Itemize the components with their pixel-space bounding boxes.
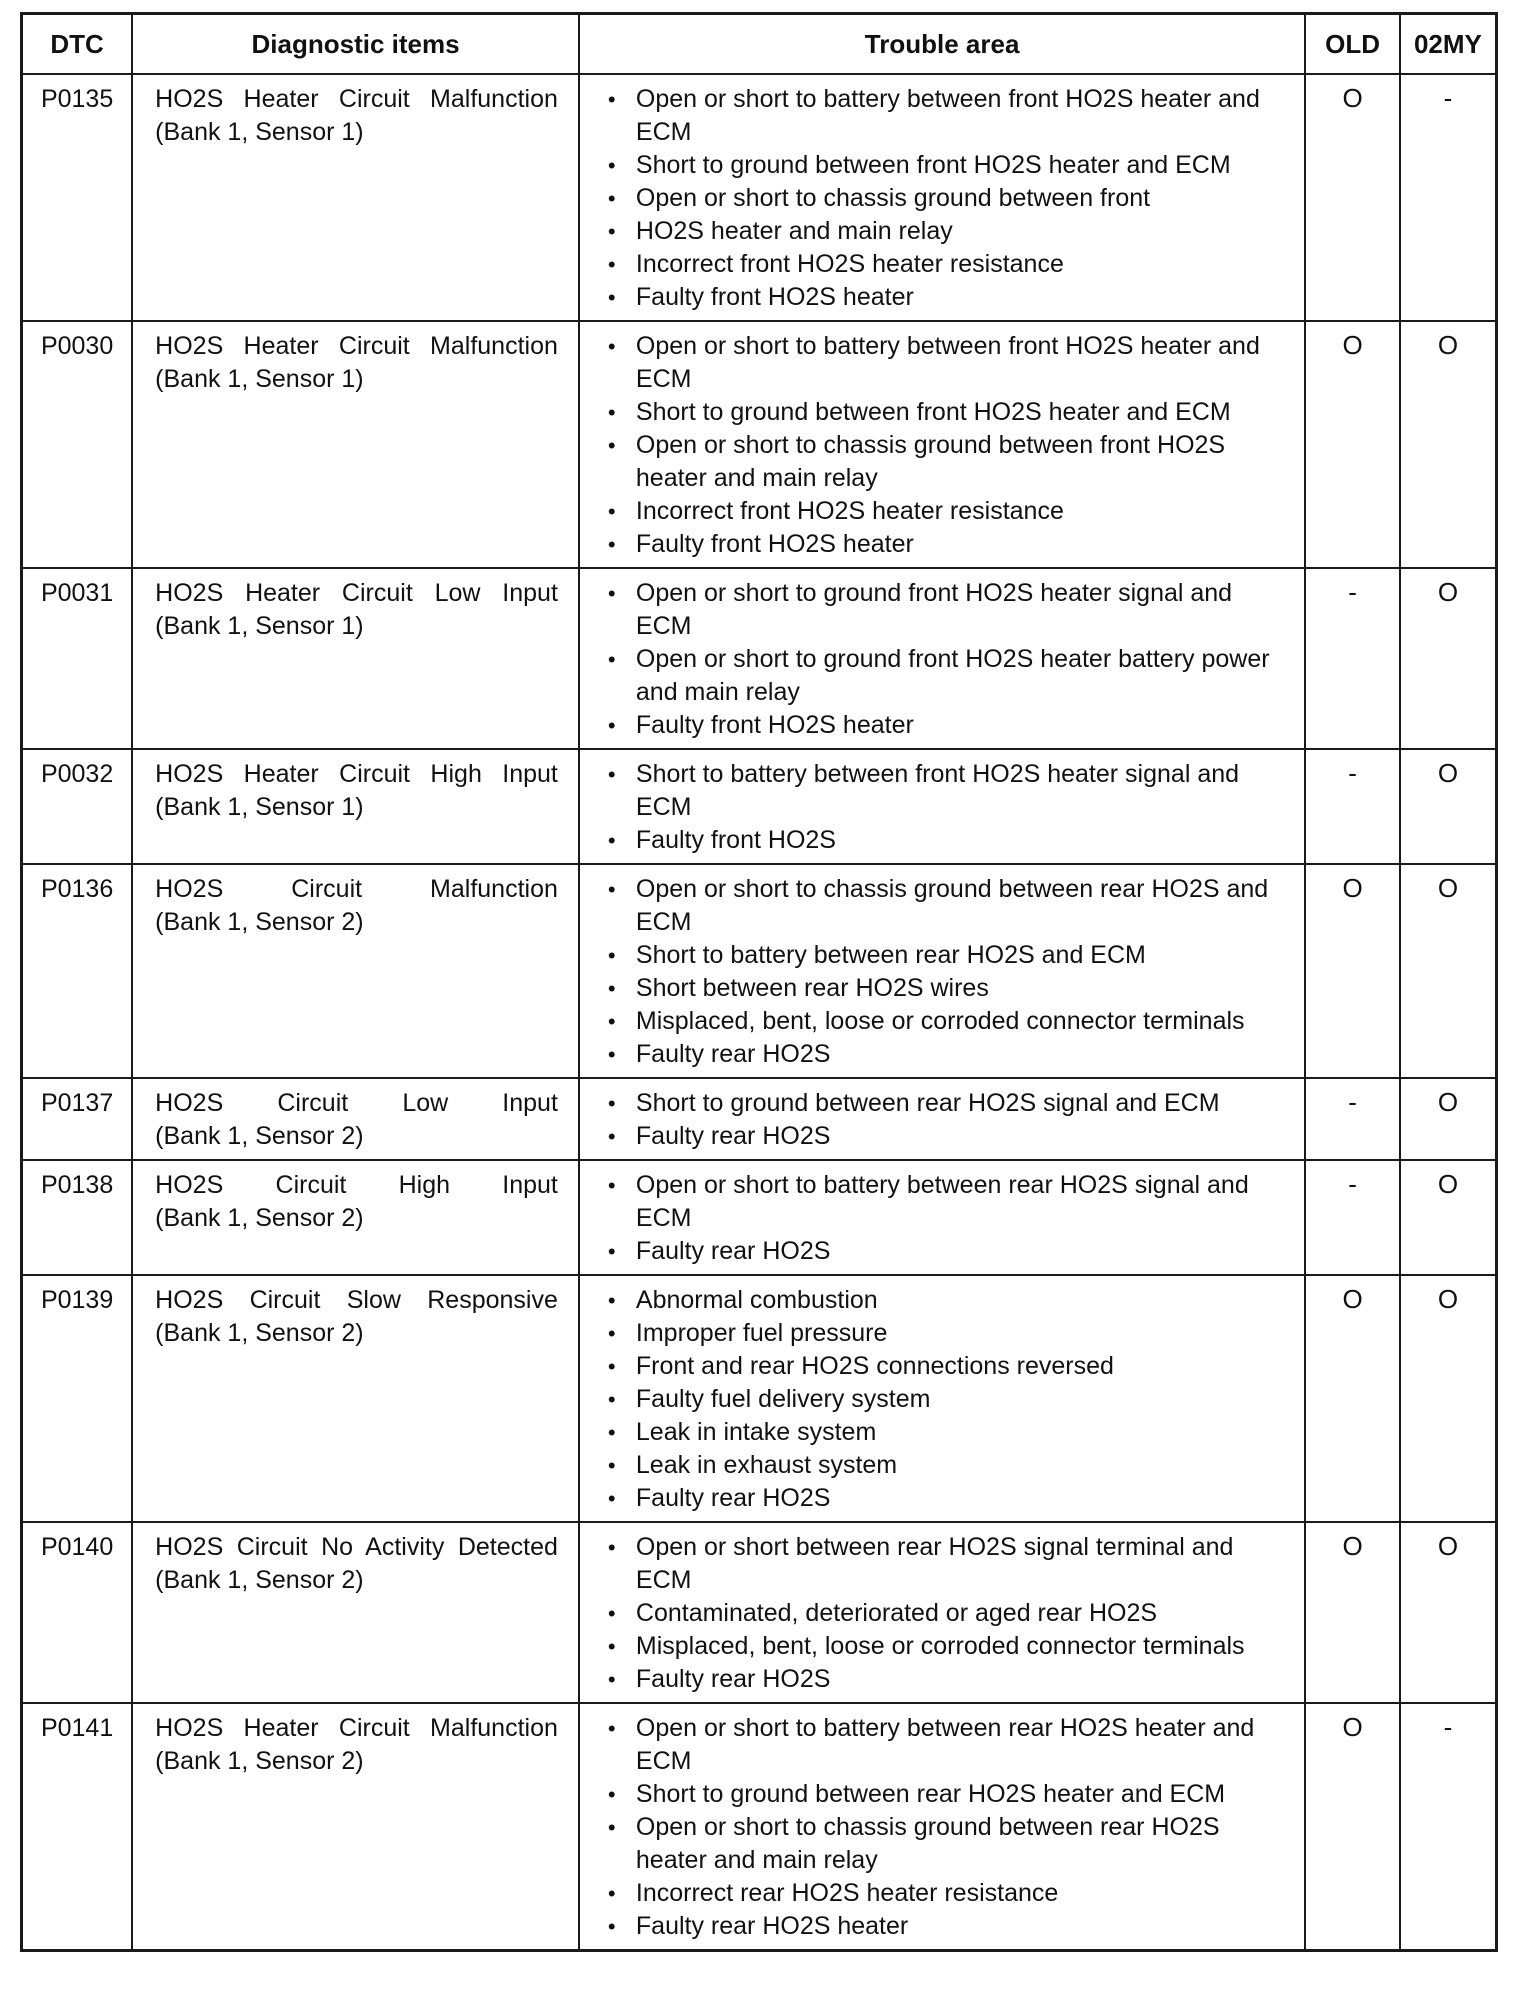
- trouble-item: • Open or short to ground front HO2S heater signal and ECM: [604, 577, 1286, 643]
- trouble-item: • Faulty rear HO2S: [604, 1663, 1286, 1696]
- trouble-list: [604, 1169, 1286, 1268]
- trouble-area: [579, 749, 1305, 864]
- trouble-item: • Open or short to battery between front HO2S heater and ECM: [604, 83, 1286, 149]
- diagnostic-item-line: (Bank 1, Sensor 2): [155, 1319, 364, 1347]
- diagnostic-item: [132, 568, 579, 749]
- dtc-code: P0137: [22, 1078, 133, 1160]
- trouble-item: • Open or short to chassis ground between front: [604, 182, 1286, 215]
- trouble-item: • Faulty front HO2S heater: [604, 709, 1286, 742]
- old-mark: O: [1305, 74, 1400, 321]
- dtc-code: P0140: [22, 1522, 133, 1703]
- diagnostic-item: [132, 749, 579, 864]
- trouble-item: • Faulty rear HO2S: [604, 1038, 1286, 1071]
- diagnostic-item-line: HO2S Heater Circuit Low Input: [155, 579, 558, 607]
- 02my-mark: O: [1400, 864, 1497, 1078]
- old-mark: O: [1305, 864, 1400, 1078]
- trouble-list: [604, 83, 1286, 314]
- trouble-item: • Open or short between rear HO2S signal terminal and ECM: [604, 1531, 1286, 1597]
- trouble-list: [604, 1087, 1286, 1153]
- header-old: OLD: [1305, 14, 1400, 75]
- trouble-item: • Short to ground between rear HO2S heater and ECM: [604, 1778, 1286, 1811]
- 02my-mark: O: [1400, 321, 1497, 568]
- 02my-mark: O: [1400, 1160, 1497, 1275]
- diagnostic-item: [132, 321, 579, 568]
- trouble-item: • Open or short to chassis ground between rear HO2S heater and main relay: [604, 1811, 1286, 1877]
- table-row: [22, 749, 1497, 864]
- diagnostic-item-line: (Bank 1, Sensor 2): [155, 1566, 364, 1594]
- diagnostic-item-line: (Bank 1, Sensor 2): [155, 908, 364, 936]
- dtc-table: [20, 12, 1498, 1952]
- old-mark: O: [1305, 321, 1400, 568]
- table-row: [22, 1703, 1497, 1951]
- trouble-item: • Incorrect rear HO2S heater resistance: [604, 1877, 1286, 1910]
- diagnostic-item-line: HO2S Circuit No Activity Detected: [155, 1533, 558, 1561]
- trouble-area: [579, 1275, 1305, 1522]
- trouble-list: [604, 577, 1286, 742]
- table-row: [22, 1078, 1497, 1160]
- trouble-area: [579, 1078, 1305, 1160]
- trouble-area: [579, 568, 1305, 749]
- diagnostic-item-line: HO2S Circuit Slow Responsive: [155, 1286, 558, 1314]
- trouble-item: • Open or short to battery between front HO2S heater and ECM: [604, 330, 1286, 396]
- table-row: [22, 1522, 1497, 1703]
- trouble-item: • Open or short to chassis ground between front HO2S heater and main relay: [604, 429, 1286, 495]
- dtc-code: P0135: [22, 74, 133, 321]
- trouble-area: [579, 1522, 1305, 1703]
- trouble-item: • Improper fuel pressure: [604, 1317, 1286, 1350]
- trouble-item: • Faulty front HO2S: [604, 824, 1286, 857]
- trouble-item: • Open or short to chassis ground between rear HO2S and ECM: [604, 873, 1286, 939]
- trouble-item: • Faulty front HO2S heater: [604, 528, 1286, 561]
- trouble-item: • Leak in exhaust system: [604, 1449, 1286, 1482]
- old-mark: -: [1305, 1160, 1400, 1275]
- trouble-area: [579, 1160, 1305, 1275]
- diagnostic-item-line: (Bank 1, Sensor 2): [155, 1204, 364, 1232]
- table-row: [22, 74, 1497, 321]
- header-dtc: DTC: [22, 14, 133, 75]
- 02my-mark: -: [1400, 74, 1497, 321]
- trouble-item: • Open or short to battery between rear HO2S heater and ECM: [604, 1712, 1286, 1778]
- trouble-item: • Faulty rear HO2S: [604, 1235, 1286, 1268]
- diagnostic-item: [132, 1522, 579, 1703]
- trouble-item: • Short between rear HO2S wires: [604, 972, 1286, 1005]
- trouble-item: • Faulty rear HO2S: [604, 1482, 1286, 1515]
- 02my-mark: O: [1400, 749, 1497, 864]
- diagnostic-item-line: (Bank 1, Sensor 1): [155, 612, 364, 640]
- trouble-item: • Incorrect front HO2S heater resistance: [604, 495, 1286, 528]
- diagnostic-item-line: HO2S Circuit Malfunction: [155, 875, 558, 903]
- trouble-area: [579, 74, 1305, 321]
- 02my-mark: O: [1400, 1522, 1497, 1703]
- trouble-list: [604, 873, 1286, 1071]
- dtc-code: P0030: [22, 321, 133, 568]
- diagnostic-item-line: (Bank 1, Sensor 2): [155, 1122, 364, 1150]
- old-mark: -: [1305, 749, 1400, 864]
- table-body: [22, 74, 1497, 1951]
- diagnostic-item: [132, 1160, 579, 1275]
- diagnostic-item-line: (Bank 1, Sensor 1): [155, 365, 364, 393]
- dtc-code: P0141: [22, 1703, 133, 1951]
- trouble-list: [604, 330, 1286, 561]
- trouble-item: • Misplaced, bent, loose or corroded connector terminals: [604, 1005, 1286, 1038]
- table-row: [22, 1160, 1497, 1275]
- 02my-mark: -: [1400, 1703, 1497, 1951]
- trouble-area: [579, 1703, 1305, 1951]
- 02my-mark: O: [1400, 568, 1497, 749]
- trouble-item: • Contaminated, deteriorated or aged rear HO2S: [604, 1597, 1286, 1630]
- trouble-item: • Open or short to ground front HO2S heater battery power and main relay: [604, 643, 1286, 709]
- diagnostic-item-line: HO2S Heater Circuit Malfunction: [155, 332, 558, 360]
- old-mark: O: [1305, 1275, 1400, 1522]
- header-row: [22, 14, 1497, 75]
- trouble-item: • Faulty front HO2S heater: [604, 281, 1286, 314]
- dtc-code: P0136: [22, 864, 133, 1078]
- diagnostic-item-line: HO2S Circuit Low Input: [155, 1089, 558, 1117]
- trouble-area: [579, 321, 1305, 568]
- dtc-code: P0031: [22, 568, 133, 749]
- old-mark: O: [1305, 1522, 1400, 1703]
- trouble-area: [579, 864, 1305, 1078]
- table-row: [22, 321, 1497, 568]
- header-trouble-area: Trouble area: [579, 14, 1305, 75]
- trouble-list: [604, 1531, 1286, 1696]
- header-diagnostic-items: Diagnostic items: [132, 14, 579, 75]
- trouble-item: • Faulty fuel delivery system: [604, 1383, 1286, 1416]
- diagnostic-item: [132, 1275, 579, 1522]
- diagnostic-item: [132, 1703, 579, 1951]
- table-row: [22, 568, 1497, 749]
- table-row: [22, 1275, 1497, 1522]
- trouble-item: • Front and rear HO2S connections reversed: [604, 1350, 1286, 1383]
- old-mark: O: [1305, 1703, 1400, 1951]
- 02my-mark: O: [1400, 1078, 1497, 1160]
- trouble-item: • Short to battery between rear HO2S and ECM: [604, 939, 1286, 972]
- trouble-item: • Leak in intake system: [604, 1416, 1286, 1449]
- diagnostic-item-line: HO2S Heater Circuit Malfunction: [155, 85, 558, 113]
- table-row: [22, 864, 1497, 1078]
- trouble-item: • Faulty rear HO2S: [604, 1120, 1286, 1153]
- dtc-code: P0032: [22, 749, 133, 864]
- header-02my: 02MY: [1400, 14, 1497, 75]
- trouble-item: • Short to ground between front HO2S heater and ECM: [604, 396, 1286, 429]
- old-mark: -: [1305, 568, 1400, 749]
- diagnostic-item: [132, 1078, 579, 1160]
- trouble-item: • Short to ground between rear HO2S signal and ECM: [604, 1087, 1286, 1120]
- diagnostic-item-line: HO2S Heater Circuit Malfunction: [155, 1714, 558, 1742]
- diagnostic-item: [132, 864, 579, 1078]
- trouble-item: • Short to battery between front HO2S heater signal and ECM: [604, 758, 1286, 824]
- old-mark: -: [1305, 1078, 1400, 1160]
- diagnostic-item: [132, 74, 579, 321]
- trouble-item: • Incorrect front HO2S heater resistance: [604, 248, 1286, 281]
- diagnostic-item-line: (Bank 1, Sensor 1): [155, 118, 364, 146]
- diagnostic-item-line: HO2S Circuit High Input: [155, 1171, 558, 1199]
- trouble-item: • Faulty rear HO2S heater: [604, 1910, 1286, 1943]
- dtc-code: P0139: [22, 1275, 133, 1522]
- diagnostic-item-line: HO2S Heater Circuit High Input: [155, 760, 558, 788]
- diagnostic-item-line: (Bank 1, Sensor 1): [155, 793, 364, 821]
- trouble-item: • Abnormal combustion: [604, 1284, 1286, 1317]
- trouble-list: [604, 1712, 1286, 1943]
- trouble-item: • HO2S heater and main relay: [604, 215, 1286, 248]
- trouble-item: • Short to ground between front HO2S heater and ECM: [604, 149, 1286, 182]
- trouble-item: • Misplaced, bent, loose or corroded connector terminals: [604, 1630, 1286, 1663]
- 02my-mark: O: [1400, 1275, 1497, 1522]
- trouble-list: [604, 758, 1286, 857]
- dtc-code: P0138: [22, 1160, 133, 1275]
- trouble-item: • Open or short to battery between rear HO2S signal and ECM: [604, 1169, 1286, 1235]
- trouble-list: [604, 1284, 1286, 1515]
- diagnostic-item-line: (Bank 1, Sensor 2): [155, 1747, 364, 1775]
